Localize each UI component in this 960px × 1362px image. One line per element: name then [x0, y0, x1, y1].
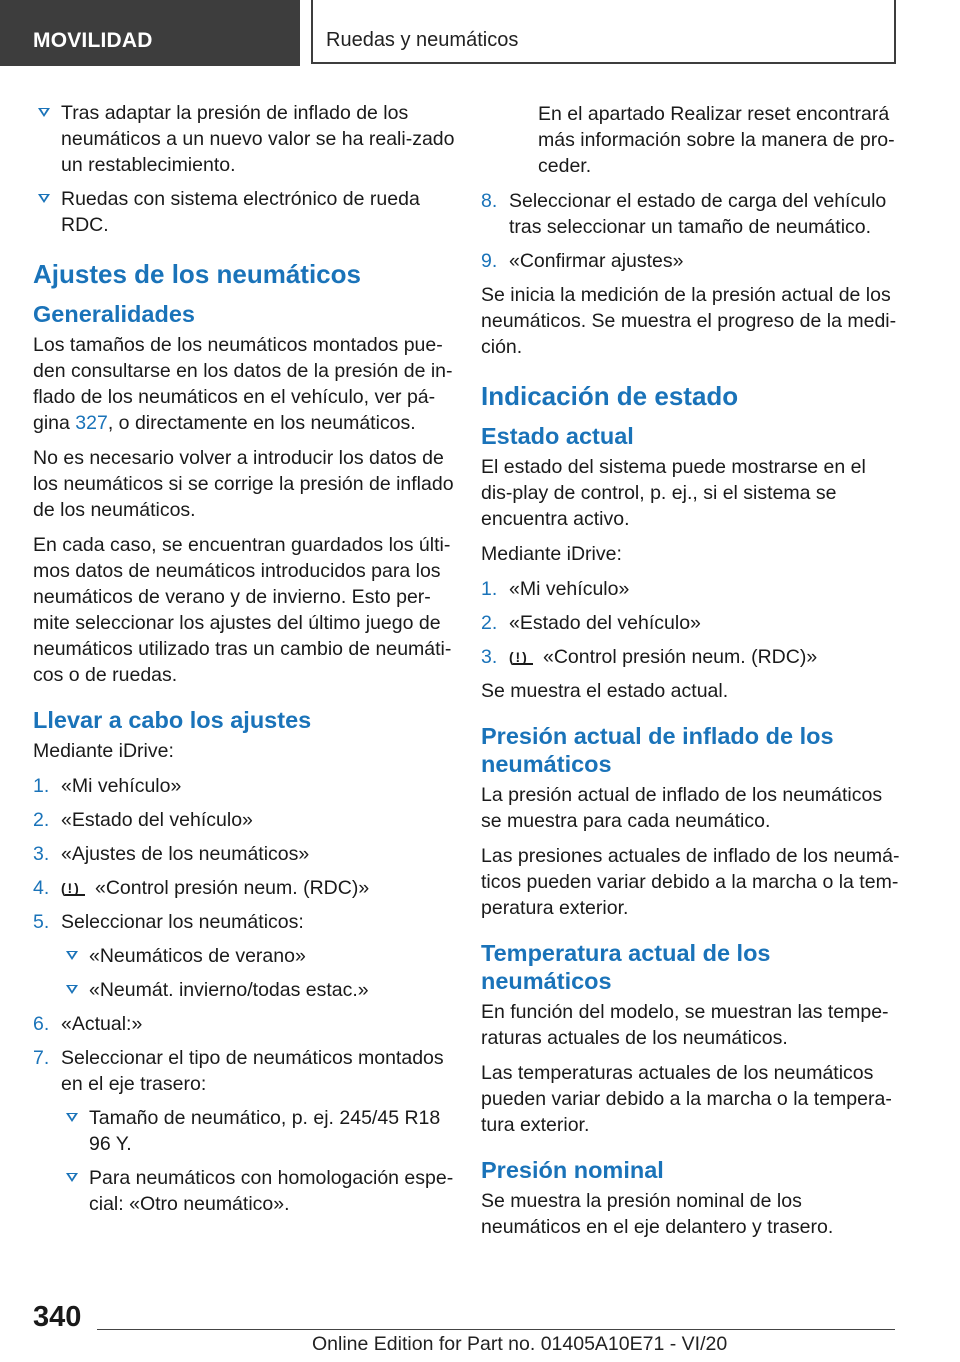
triangle-bullet-icon	[66, 1173, 78, 1182]
section-heading: Ajustes de los neumáticos	[33, 259, 361, 289]
right-column	[481, 101, 901, 1249]
sub-list-item	[61, 943, 461, 969]
paragraph: Se muestra el estado actual.	[481, 680, 729, 702]
list-item	[33, 909, 461, 935]
bullet-item	[33, 186, 461, 238]
paragraph: Se inicia la medición de la presión actual de los neumáticos. Se muestra el progreso de la medi-ción.	[481, 284, 897, 358]
page-number: 340	[33, 1301, 82, 1333]
footer-edition: Online Edition for Part no. 01405A10E71 - VI/20	[312, 1333, 728, 1355]
section-tab: MOVILIDAD	[0, 0, 300, 66]
triangle-bullet-icon	[38, 194, 50, 203]
footer-divider	[97, 1329, 895, 1330]
subsection-heading: Presión nominal	[481, 1157, 664, 1183]
step-text: «Mi vehículo»	[509, 578, 630, 600]
list-item	[481, 644, 901, 670]
sub-list-item	[61, 1165, 461, 1217]
step-number: 9.	[481, 250, 498, 272]
paragraph: Mediante iDrive:	[33, 740, 174, 762]
step-text: «Actual:»	[61, 1013, 143, 1035]
step-number: 1.	[33, 775, 50, 797]
step-number: 2.	[481, 612, 498, 634]
bullet-item	[33, 100, 461, 178]
sub-list-item	[61, 1105, 461, 1157]
list-item	[33, 875, 461, 901]
list-item	[33, 1045, 461, 1097]
step-number: 8.	[481, 190, 498, 212]
paragraph: En función del modelo, se muestran las tempe-raturas actuales de los neumáticos.	[481, 1001, 889, 1049]
sub-item-text: Tamaño de neumático, p. ej. 245/45 R18 96 Y.	[89, 1107, 441, 1155]
list-item	[481, 576, 901, 602]
step-text: «Ajustes de los neumáticos»	[61, 843, 310, 865]
left-column	[33, 100, 461, 1225]
step-number: 4.	[33, 877, 50, 899]
paragraph: Las temperaturas actuales de los neumáticos pueden variar debido a la marcha o la tempera-tura exterior.	[481, 1062, 892, 1136]
list-item	[33, 1011, 461, 1037]
bullet-text: Ruedas con sistema electrónico de rueda RDC.	[61, 188, 420, 236]
step-number: 6.	[33, 1013, 50, 1035]
tire-pressure-warning-icon	[511, 645, 535, 667]
section-heading: Indicación de estado	[481, 381, 739, 411]
step-text: «Confirmar ajustes»	[509, 250, 684, 272]
triangle-bullet-icon	[66, 951, 78, 960]
sub-item-text: Para neumáticos con homologación espe-cial: «Otro neumático».	[89, 1167, 454, 1215]
step-text: «Mi vehículo»	[61, 775, 182, 797]
step-number: 1.	[481, 578, 498, 600]
step-number: 3.	[33, 843, 50, 865]
chapter-tab: Ruedas y neumáticos	[311, 0, 896, 64]
page-reference-link[interactable]: 327	[75, 412, 108, 434]
paragraph: Las presiones actuales de inflado de los neumá-ticos pueden variar debido a la marcha o la tem-peratura exterior.	[481, 845, 900, 919]
step-number: 5.	[33, 911, 50, 933]
step-number: 3.	[481, 646, 498, 668]
list-item	[33, 841, 461, 867]
step-text: «Estado del vehículo»	[509, 612, 701, 634]
subsection-heading: Estado actual	[481, 423, 634, 449]
bullet-text: Tras adaptar la presión de inflado de los neumáticos a un nuevo valor se ha reali-zado un restablecimiento.	[61, 102, 455, 176]
list-item	[33, 807, 461, 833]
step-text: Seleccionar el estado de carga del vehículo tras seleccionar un tamaño de neumático.	[509, 190, 887, 238]
list-item	[481, 248, 901, 274]
paragraph: Mediante iDrive:	[481, 543, 622, 565]
step-number: 2.	[33, 809, 50, 831]
continued-sub-item-text: En el apartado Realizar reset encontrará más información sobre la manera de pro-ceder.	[538, 103, 895, 177]
step-number: 7.	[33, 1047, 50, 1069]
paragraph: Los tamaños de los neumáticos montados pue-den consultarse en los datos de la presión de in-flado de los neumáticos en el vehículo, ver pá-gina 327, o directamente en los neumáticos.	[33, 334, 453, 434]
paragraph: El estado del sistema puede mostrarse en el dis-play de control, p. ej., si el sistema se encuentra activo.	[481, 456, 866, 530]
tire-pressure-warning-icon	[63, 876, 87, 898]
step-text: Seleccionar los neumáticos:	[61, 911, 304, 933]
list-item	[481, 188, 901, 240]
step-text: «Control presión neum. (RDC)»	[543, 646, 818, 668]
step-text: Seleccionar el tipo de neumáticos montados en el eje trasero:	[61, 1047, 444, 1095]
subsection-heading: Generalidades	[33, 301, 195, 327]
list-item	[33, 773, 461, 799]
sub-item-text: «Neumát. invierno/todas estac.»	[89, 979, 369, 1001]
list-item	[481, 610, 901, 636]
triangle-bullet-icon	[66, 1113, 78, 1122]
subsection-heading: Presión actual de inflado de los neumáticos	[481, 723, 834, 777]
paragraph: En cada caso, se encuentran guardados los últi-mos datos de neumáticos introducidos para los neumáticos de verano y de invierno. Esto per-mite seleccionar los ajustes del último juego de neumáticos utilizado tras un cambio de neumáti-cos o de ruedas.	[33, 534, 452, 686]
paragraph: No es necesario volver a introducir los datos de los neumáticos si se corrige la presión de inflado de los neumáticos.	[33, 447, 454, 521]
page-header	[0, 0, 960, 66]
paragraph: Se muestra la presión nominal de los neumáticos en el eje delantero y trasero.	[481, 1190, 834, 1238]
sub-item-text: «Neumáticos de verano»	[89, 945, 306, 967]
triangle-bullet-icon	[38, 108, 50, 117]
subsection-heading: Temperatura actual de los neumáticos	[481, 940, 771, 994]
paragraph: La presión actual de inflado de los neumáticos se muestra para cada neumático.	[481, 784, 883, 832]
subsection-heading: Llevar a cabo los ajustes	[33, 707, 312, 733]
step-text: «Control presión neum. (RDC)»	[95, 877, 370, 899]
step-text: «Estado del vehículo»	[61, 809, 253, 831]
sub-list-item	[61, 977, 461, 1003]
triangle-bullet-icon	[66, 985, 78, 994]
